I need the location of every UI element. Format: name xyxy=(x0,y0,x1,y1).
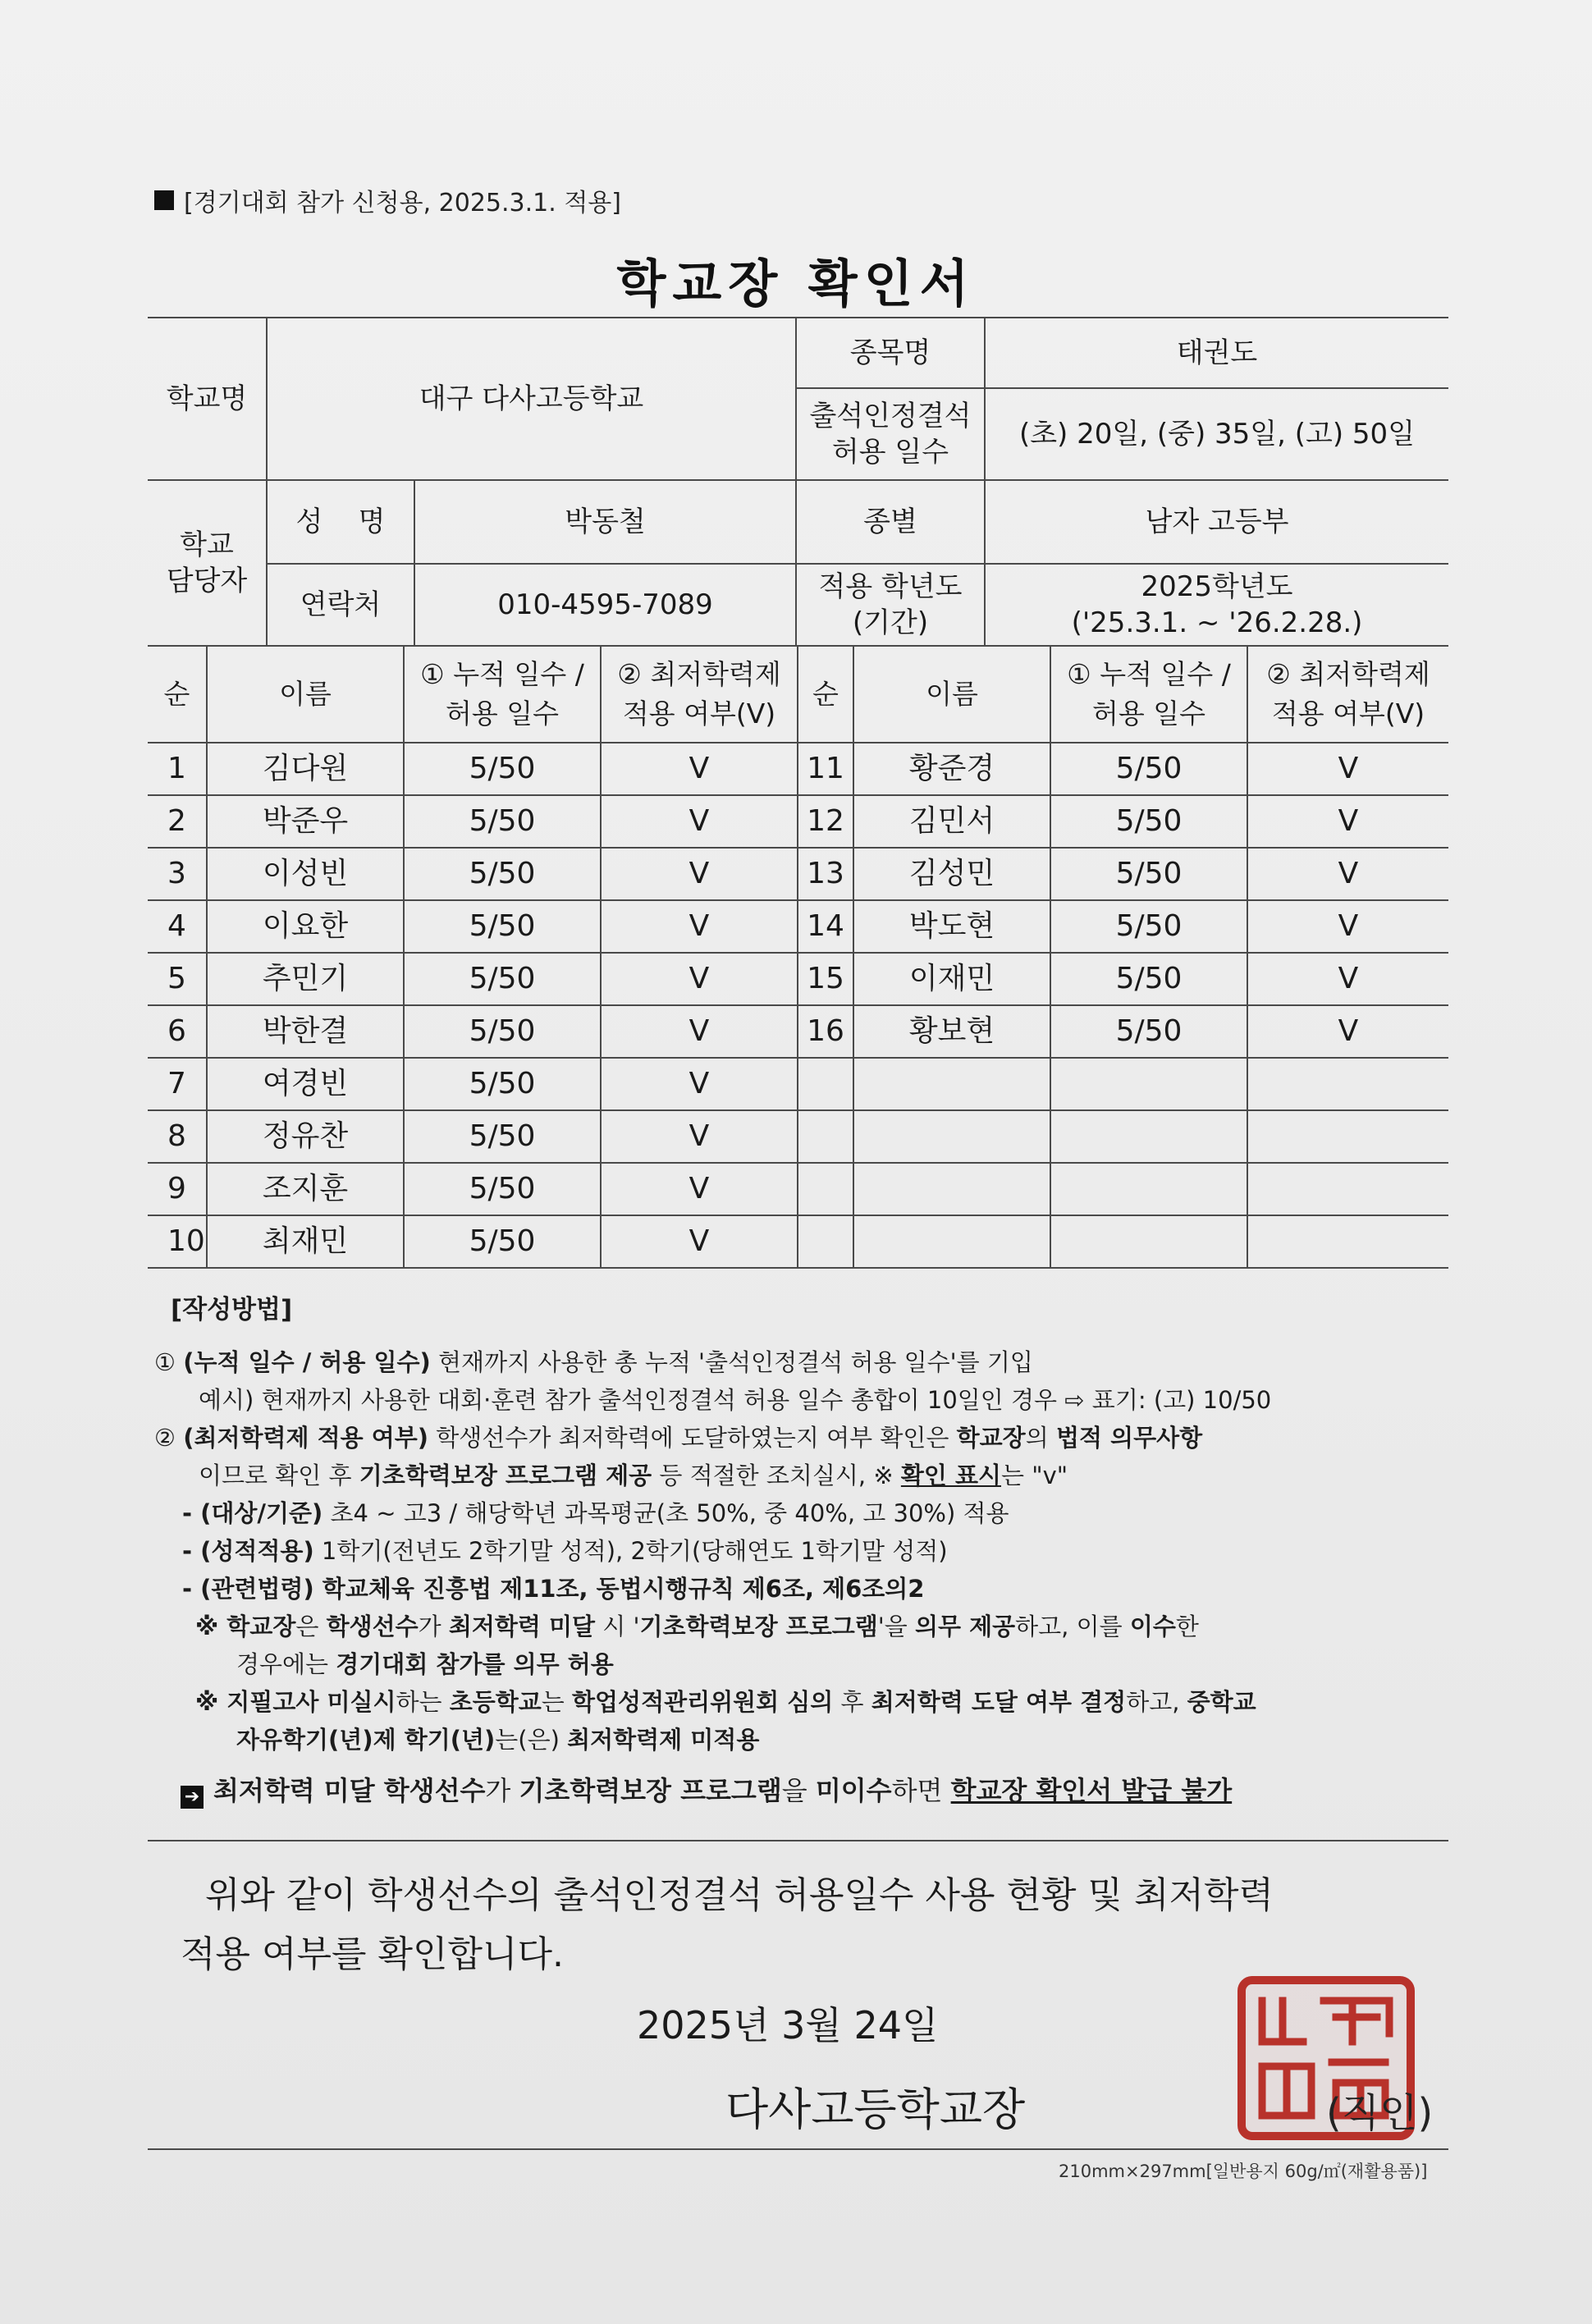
row-days: 5/50 xyxy=(404,1005,601,1058)
method-item-1 xyxy=(154,1343,1467,1381)
final-b: 가 xyxy=(485,1775,519,1806)
row-check: V xyxy=(1247,953,1448,1005)
absence-label xyxy=(796,388,985,480)
sport-label: 종목명 xyxy=(796,318,985,388)
note2-g: 최저학력 도달 여부 결정 xyxy=(871,1688,1127,1716)
sub2-bold: - (성적적용) xyxy=(182,1537,314,1565)
note2-b: 하는 xyxy=(396,1688,450,1716)
roster-header-row xyxy=(148,646,1448,743)
row-days: 5/50 xyxy=(404,953,601,1005)
row-no: 7 xyxy=(148,1058,207,1110)
name-value: 박동철 xyxy=(414,480,796,564)
absence-value: (초) 20일, (중) 35일, (고) 50일 xyxy=(985,388,1448,480)
row-check: V xyxy=(601,848,798,900)
note1-i: 의무 제공 xyxy=(914,1613,1016,1640)
header-note xyxy=(154,182,621,218)
year-label-line1: 적용 학년도 xyxy=(818,570,963,603)
note1-a: ※ 학교장 xyxy=(195,1613,296,1640)
row-days: 5/50 xyxy=(404,1215,601,1268)
col-min-right-line1: ② 최저학력제 xyxy=(1266,658,1430,691)
table-row xyxy=(148,1058,1448,1110)
item1-text: 현재까지 사용한 총 누적 '출석인정결석 허용 일수'를 기입 xyxy=(430,1348,1033,1376)
item2-line2-c: 는 "v" xyxy=(1001,1462,1068,1489)
empty-cell xyxy=(1050,1215,1247,1268)
note1-l: 한 xyxy=(1175,1613,1199,1640)
contact-label: 연락처 xyxy=(267,564,414,646)
empty-cell xyxy=(1050,1058,1247,1110)
empty-cell xyxy=(1050,1110,1247,1163)
row-check: V xyxy=(1247,900,1448,953)
col-min-left-line2: 적용 여부(V) xyxy=(622,698,776,730)
note-1-line2 xyxy=(154,1645,1467,1683)
note2-f: 후 xyxy=(833,1688,871,1716)
row-name: 박한결 xyxy=(207,1005,404,1058)
note-2 xyxy=(154,1683,1467,1721)
item2-line2-u: 확인 표시 xyxy=(900,1462,1002,1489)
roster-table xyxy=(148,645,1448,1269)
row-days: 5/50 xyxy=(404,795,601,848)
note2-line2-c: 최저학력제 미적용 xyxy=(567,1726,760,1754)
col-min-left-line1: ② 최저학력제 xyxy=(617,658,781,691)
absence-label-line2: 허용 일수 xyxy=(831,436,949,469)
row-days: 5/50 xyxy=(404,743,601,795)
note1-g: 기초학력보장 프로그램 xyxy=(639,1613,878,1640)
table-row xyxy=(148,743,1448,795)
col-no-right: 순 xyxy=(798,646,853,743)
info-table xyxy=(148,317,1448,647)
row-check: V xyxy=(1247,743,1448,795)
col-days-right-line2: 허용 일수 xyxy=(1091,698,1205,730)
sport-value: 태권도 xyxy=(985,318,1448,388)
table-row xyxy=(148,953,1448,1005)
row-no: 4 xyxy=(148,900,207,953)
empty-cell xyxy=(853,1110,1050,1163)
note1-e: 최저학력 미달 xyxy=(448,1613,596,1640)
item2-bold: (최저학력제 적용 여부) xyxy=(183,1424,429,1452)
row-name: 박준우 xyxy=(207,795,404,848)
row-no: 15 xyxy=(798,953,853,1005)
final-d: 을 xyxy=(781,1775,816,1806)
school-label: 학교명 xyxy=(148,318,267,480)
row-check: V xyxy=(1247,848,1448,900)
note2-d: 는 xyxy=(541,1688,573,1716)
item2-line2-bold: 기초학력보장 프로그램 제공 xyxy=(359,1462,652,1489)
row-name: 김민서 xyxy=(853,795,1050,848)
row-days: 5/50 xyxy=(404,1110,601,1163)
item2-text-c: 의 xyxy=(1025,1424,1056,1452)
row-check: V xyxy=(601,795,798,848)
row-check: V xyxy=(601,1163,798,1215)
item2-marker: ② xyxy=(154,1424,176,1452)
row-name: 최재민 xyxy=(207,1215,404,1268)
note1-h: '을 xyxy=(877,1613,915,1640)
sub-item-3: - (관련법령) 학교체육 진흥법 제11조, 동법시행규칙 제6조, 제6조의2 xyxy=(182,1575,925,1603)
row-name: 여경빈 xyxy=(207,1058,404,1110)
row-days: 5/50 xyxy=(404,848,601,900)
row-check: V xyxy=(601,953,798,1005)
note1-k: 이수 xyxy=(1129,1613,1176,1640)
writing-method xyxy=(154,1288,1467,1809)
row-no: 11 xyxy=(798,743,853,795)
row-check: V xyxy=(601,743,798,795)
row-no: 9 xyxy=(148,1163,207,1215)
col-days-right-line1: ① 누적 일수 / xyxy=(1067,658,1231,691)
col-name-right: 이름 xyxy=(853,646,1050,743)
year-value-line2: ('25.3.1. ~ '26.2.28.) xyxy=(1071,606,1363,639)
empty-cell xyxy=(798,1058,853,1110)
item1-bold: (누적 일수 / 허용 일수) xyxy=(183,1348,431,1376)
manager-label-line1: 학교 xyxy=(180,528,234,561)
sub-item-2 xyxy=(154,1532,1467,1570)
note1-c: 학생선수 xyxy=(326,1613,419,1640)
item2-line2-b: 등 적절한 조치실시, ※ xyxy=(652,1462,901,1489)
empty-cell xyxy=(798,1110,853,1163)
item2-bold-d: 법적 의무사항 xyxy=(1055,1424,1203,1452)
empty-cell xyxy=(1247,1110,1448,1163)
contact-value: 010-4595-7089 xyxy=(414,564,796,646)
row-name: 추민기 xyxy=(207,953,404,1005)
empty-cell xyxy=(1247,1215,1448,1268)
manager-label xyxy=(148,480,267,646)
final-f: 하면 xyxy=(891,1775,951,1806)
table-row xyxy=(148,1163,1448,1215)
row-name: 황보현 xyxy=(853,1005,1050,1058)
col-days-left-line2: 허용 일수 xyxy=(445,698,559,730)
col-days-left xyxy=(404,646,601,743)
note1-line2-a: 경우에는 xyxy=(236,1650,336,1678)
note-2-line2 xyxy=(154,1721,1467,1759)
final-e: 미이수 xyxy=(815,1775,892,1806)
final-a: 최저학력 미달 학생선수 xyxy=(213,1775,486,1806)
col-days-right xyxy=(1050,646,1247,743)
empty-cell xyxy=(853,1163,1050,1215)
note2-c: 초등학교 xyxy=(449,1688,542,1716)
row-no: 10 xyxy=(148,1215,207,1268)
item2-text-a: 학생선수가 최저학력에 도달하였는지 여부 확인은 xyxy=(428,1424,957,1452)
empty-cell xyxy=(853,1215,1050,1268)
row-check: V xyxy=(601,1005,798,1058)
row-name: 이요한 xyxy=(207,900,404,953)
note1-line2-b: 경기대회 참가를 의무 허용 xyxy=(336,1650,614,1678)
col-no-left: 순 xyxy=(148,646,207,743)
row-days: 5/50 xyxy=(1050,795,1247,848)
row-check: V xyxy=(1247,1005,1448,1058)
note-1 xyxy=(154,1608,1467,1645)
row-check: V xyxy=(1247,795,1448,848)
col-min-right-line2: 적용 여부(V) xyxy=(1271,698,1425,730)
col-min-right xyxy=(1247,646,1448,743)
table-row xyxy=(148,795,1448,848)
row-days: 5/50 xyxy=(404,1163,601,1215)
row-check: V xyxy=(601,1110,798,1163)
item1-marker: ① xyxy=(154,1348,176,1376)
final-c: 기초학력보장 프로그램 xyxy=(519,1775,782,1806)
row-no: 14 xyxy=(798,900,853,953)
row-no: 1 xyxy=(148,743,207,795)
table-row xyxy=(148,1215,1448,1268)
col-days-left-line1: ① 누적 일수 / xyxy=(420,658,584,691)
division-value: 남자 고등부 xyxy=(985,480,1448,564)
row-name: 김성민 xyxy=(853,848,1050,900)
sub2-text: 1학기(전년도 2학기말 성적), 2학기(당해연도 1학기말 성적) xyxy=(313,1537,948,1565)
note2-e: 학업성적관리위원회 심의 xyxy=(572,1688,834,1716)
header-note-text: [경기대회 참가 신청용, 2025.3.1. 적용] xyxy=(184,189,621,217)
empty-cell xyxy=(1247,1058,1448,1110)
arrow-right-icon: ➔ xyxy=(181,1786,204,1809)
divider xyxy=(148,1840,1448,1841)
empty-cell xyxy=(798,1215,853,1268)
note2-line2-b: 는(은) xyxy=(495,1726,568,1754)
note2-h: 하고, xyxy=(1126,1688,1187,1716)
empty-cell xyxy=(853,1058,1050,1110)
row-name: 김다원 xyxy=(207,743,404,795)
row-name: 조지훈 xyxy=(207,1163,404,1215)
col-name-left: 이름 xyxy=(207,646,404,743)
row-check: V xyxy=(601,900,798,953)
row-no: 12 xyxy=(798,795,853,848)
row-no: 2 xyxy=(148,795,207,848)
confirm-line-1: 위와 같이 학생선수의 출석인정결석 허용일수 사용 현황 및 최저학력 xyxy=(205,1874,1274,1916)
empty-cell xyxy=(798,1163,853,1215)
method-heading: [작성방법] xyxy=(171,1295,293,1324)
manager-label-line2: 담당자 xyxy=(166,565,248,597)
note2-a: ※ 지필고사 미실시 xyxy=(195,1688,396,1716)
sub1-bold: - (대상/기준) xyxy=(182,1499,323,1527)
note1-d: 가 xyxy=(418,1613,449,1640)
row-name: 박도현 xyxy=(853,900,1050,953)
page-title: 학교장 확인서 xyxy=(616,254,976,313)
table-row xyxy=(148,848,1448,900)
absence-label-line1: 출석인정결석 xyxy=(809,399,972,432)
final-g: 학교장 확인서 발급 불가 xyxy=(950,1775,1233,1806)
row-no: 3 xyxy=(148,848,207,900)
year-value-line1: 2025학년도 xyxy=(1141,570,1293,603)
table-row xyxy=(148,1110,1448,1163)
name-label: 성 명 xyxy=(267,480,414,564)
square-bullet-icon xyxy=(154,190,174,210)
year-value xyxy=(985,564,1448,646)
method-item-2 xyxy=(154,1419,1467,1457)
year-label-line2: (기간) xyxy=(852,606,929,639)
row-name: 황준경 xyxy=(853,743,1050,795)
item2-bold-b: 학교장 xyxy=(956,1424,1026,1452)
row-check: V xyxy=(601,1058,798,1110)
row-days: 5/50 xyxy=(404,900,601,953)
row-no: 8 xyxy=(148,1110,207,1163)
item2-line2 xyxy=(154,1457,1467,1494)
division-label: 종별 xyxy=(796,480,985,564)
table-row xyxy=(148,1005,1448,1058)
row-days: 5/50 xyxy=(1050,900,1247,953)
note1-b: 은 xyxy=(295,1613,327,1640)
row-no: 5 xyxy=(148,953,207,1005)
row-days: 5/50 xyxy=(1050,953,1247,1005)
empty-cell xyxy=(1050,1163,1247,1215)
seal-label: (직인) xyxy=(1326,2090,1434,2136)
note2-i: 중학교 xyxy=(1187,1688,1256,1716)
row-no: 16 xyxy=(798,1005,853,1058)
row-no: 13 xyxy=(798,848,853,900)
row-check: V xyxy=(601,1215,798,1268)
row-name: 정유찬 xyxy=(207,1110,404,1163)
note1-j: 하고, 이를 xyxy=(1015,1613,1130,1640)
note1-f: 시 ' xyxy=(595,1613,640,1640)
item1-example: 예시) 현재까지 사용한 대회·훈련 참가 출석인정결석 허용 일수 총합이 10일인 경우 ⇨ 표기: (고) 10/50 xyxy=(199,1386,1272,1414)
row-days: 5/50 xyxy=(404,1058,601,1110)
row-days: 5/50 xyxy=(1050,1005,1247,1058)
note2-line2-a: 자유학기(년)제 학기(년) xyxy=(236,1726,496,1754)
row-days: 5/50 xyxy=(1050,743,1247,795)
confirm-line-2: 적용 여부를 확인합니다. xyxy=(181,1933,564,1975)
confirmation-statement xyxy=(181,1866,1428,1984)
col-min-left xyxy=(601,646,798,743)
empty-cell xyxy=(1247,1163,1448,1215)
principal-name: 다사고등학교장 xyxy=(725,2084,1026,2135)
final-warning xyxy=(181,1770,1467,1809)
row-days: 5/50 xyxy=(1050,848,1247,900)
table-row xyxy=(148,900,1448,953)
paper-spec-note: 210mm×297mm[일반용지 60g/㎡(재활용품)] xyxy=(1059,2162,1428,2181)
row-no: 6 xyxy=(148,1005,207,1058)
sub-item-1 xyxy=(154,1494,1467,1532)
sub1-text: 초4 ~ 고3 / 해당학년 과목평균(초 50%, 중 40%, 고 30%) 적용 xyxy=(323,1499,1009,1527)
bottom-divider xyxy=(148,2148,1448,2150)
issue-date: 2025년 3월 24일 xyxy=(637,2003,939,2047)
year-label xyxy=(796,564,985,646)
row-name: 이재민 xyxy=(853,953,1050,1005)
school-value: 대구 다사고등학교 xyxy=(267,318,796,480)
item2-line2-a: 이므로 확인 후 xyxy=(199,1462,359,1489)
row-name: 이성빈 xyxy=(207,848,404,900)
